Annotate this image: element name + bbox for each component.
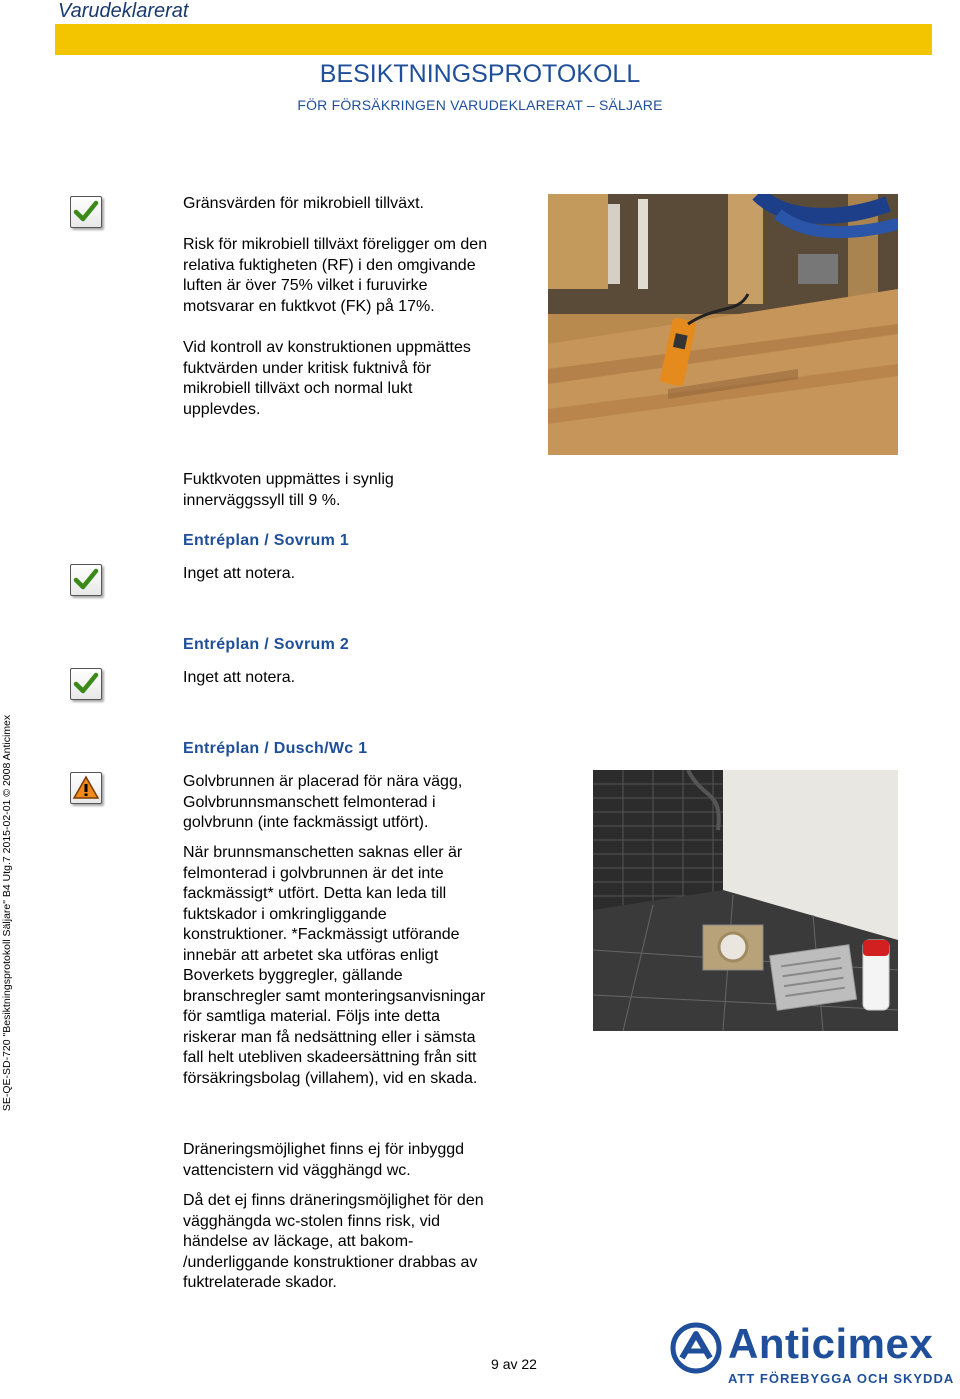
text-line: Då det ej finns dräneringsmöjlighet för den	[183, 1192, 484, 1209]
text-line: relativa fuktigheten (RF) i den omgivande	[183, 256, 476, 274]
photo-moisture-meter	[548, 194, 898, 455]
paragraph-kontroll	[183, 338, 471, 420]
paragraph-risk	[183, 235, 487, 317]
paragraph-fuktkvot	[183, 470, 394, 511]
photo-floor-drain	[593, 770, 898, 1031]
text-line: fackmässigt* utfört. Detta kan leda till	[183, 885, 447, 902]
text-line: riskerar man få nedsättning eller i sämsta	[183, 1028, 476, 1046]
text-line: konstruktioner. *Fackmässigt utförande	[183, 926, 460, 943]
text-line: Golvbrunnen är placerad för nära vägg,	[183, 773, 463, 790]
anticimex-tagline: ATT FÖREBYGGA OCH SKYDDA	[728, 1371, 955, 1386]
text-line: innebär att arbetet ska utföras enligt	[183, 946, 439, 964]
text-line: golvbrunn (inte fackmässigt utfört).	[183, 814, 429, 831]
text-line: försäkringsbolag (villahem), vid en skada.	[183, 1069, 478, 1087]
warning-icon	[70, 772, 102, 804]
section-heading-dusch-wc: Entréplan / Dusch/Wc 1	[183, 740, 368, 757]
text-line: /underliggande konstruktioner drabbas av	[183, 1253, 478, 1271]
text-line: Risk för mikrobiell tillväxt föreligger om den	[183, 236, 488, 253]
text-line: vattencistern vid vägghängd wc.	[183, 1161, 411, 1179]
header-bar	[55, 24, 932, 55]
text-line: innerväggssyll till 9 %.	[183, 491, 341, 509]
document-reference: SE-QE-SD-720 "Besiktningsprotokoll Säljare" B4 Utg.7 2015-02-01 © 2008 Anticimex	[1, 714, 13, 1112]
page-title: BESIKTNINGSPROTOKOLL	[319, 60, 641, 88]
text-line: mikrobiell tillväxt och normal lukt	[183, 380, 413, 397]
anticimex-logo-text: Anticimex	[728, 1320, 934, 1367]
section-heading-sovrum-2: Entréplan / Sovrum 2	[183, 636, 350, 653]
status-text: Inget att notera.	[183, 565, 296, 582]
text-line: fuktvärden under kritisk fuktnivå för	[183, 359, 432, 377]
text-line: motsvarar en fuktkvot (FK) på 17%.	[183, 297, 435, 315]
page-number: 9 av 22	[491, 1356, 537, 1372]
text-line: fuktskador i omkringliggande	[183, 905, 387, 923]
page-subtitle: FÖR FÖRSÄKRINGEN VARUDEKLARERAT – SÄLJARE	[297, 97, 663, 113]
text-line: felmonterad i golvbrunnen är det inte	[183, 864, 444, 882]
brand-label: Varudeklarerat	[58, 0, 189, 22]
paragraph-wc-risk	[183, 1191, 484, 1294]
text-line: fall helt utebliven skadeersättning från sitt	[183, 1049, 477, 1066]
check-icon	[70, 196, 102, 228]
status-text: Inget att notera.	[183, 669, 296, 686]
text-line: för samtliga material. Följs inte detta	[183, 1008, 440, 1025]
paragraph-dranering	[183, 1140, 464, 1181]
text-line: När brunnsmanschetten saknas eller är	[183, 844, 463, 861]
section-heading-sovrum-1: Entréplan / Sovrum 1	[183, 532, 350, 549]
text-line: luften är över 75% vilket i furuvirke	[183, 277, 428, 294]
paragraph-golvbrunn	[183, 772, 462, 834]
check-icon	[70, 564, 102, 596]
section-heading: Gränsvärden för mikrobiell tillväxt.	[183, 195, 424, 212]
text-line: Dräneringsmöjlighet finns ej för inbyggd	[183, 1141, 465, 1158]
text-line: upplevdes.	[183, 400, 261, 418]
text-line: händelse av läckage, att bakom-	[183, 1233, 414, 1250]
anticimex-logo-icon	[670, 1322, 722, 1374]
text-line: Fuktkvoten uppmättes i synlig	[183, 471, 394, 488]
text-line: vägghängda wc-stolen finns risk, vid	[183, 1212, 441, 1230]
text-line: fuktrelaterade skador.	[183, 1274, 337, 1291]
text-line: branschregler samt monteringsanvisningar	[183, 987, 486, 1005]
text-line: Boverkets byggregler, gällande	[183, 967, 403, 984]
check-icon	[70, 668, 102, 700]
paragraph-brunnsmanschett	[183, 843, 485, 1089]
text-line: Vid kontroll av konstruktionen uppmättes	[183, 339, 471, 356]
text-line: Golvbrunnsmanschett felmonterad i	[183, 793, 436, 811]
